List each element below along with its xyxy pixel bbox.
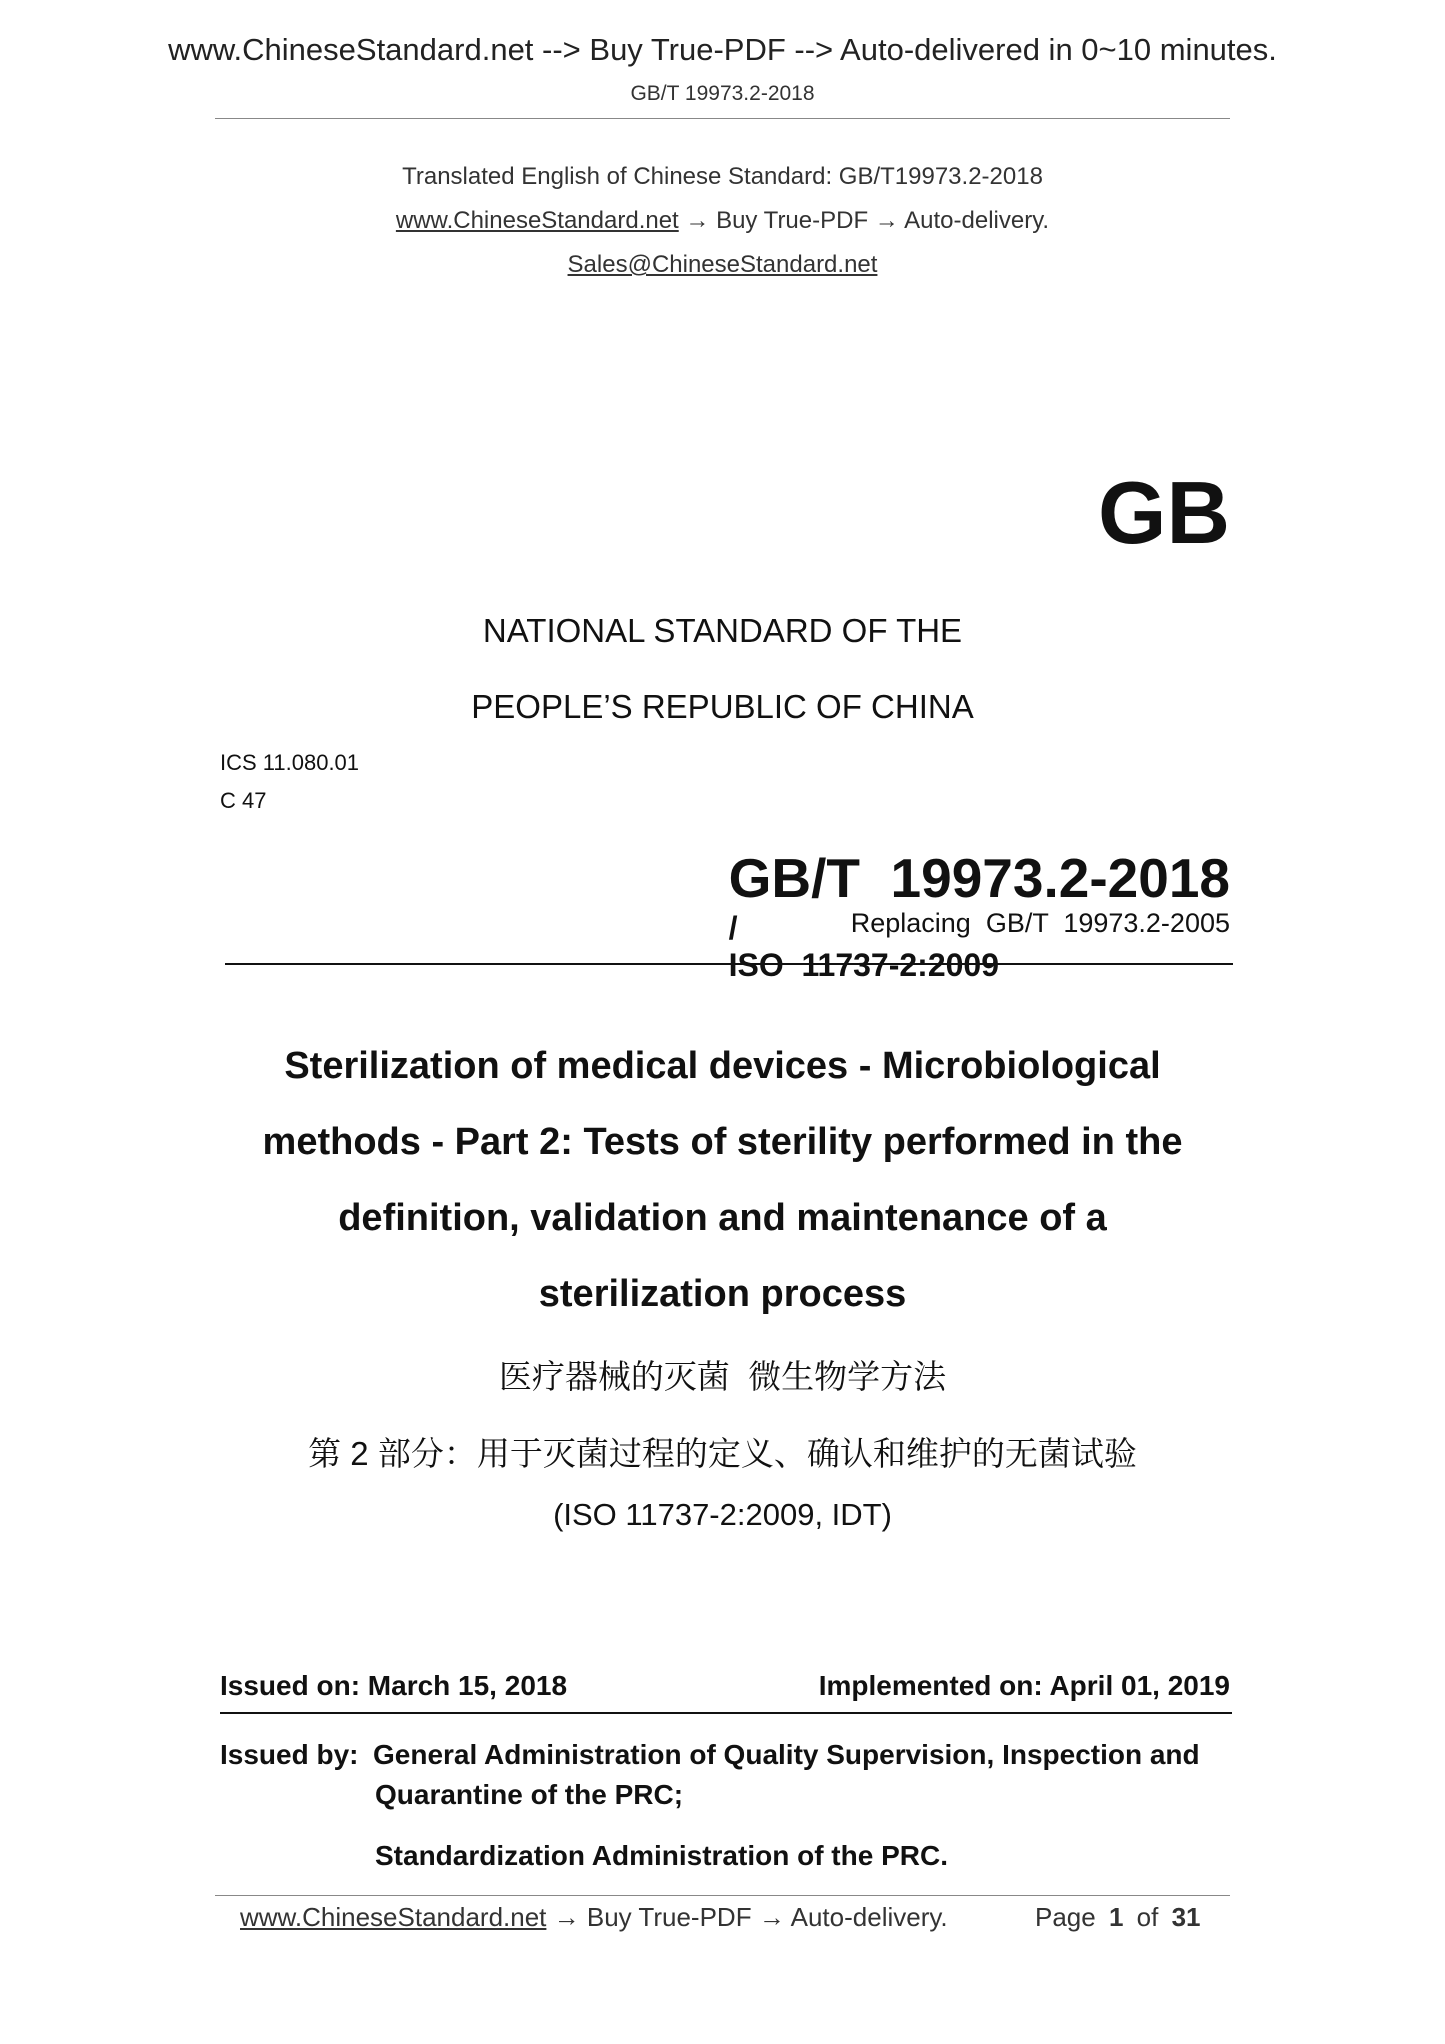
promo-delivery: Auto-delivery. bbox=[904, 207, 1050, 234]
promo-buy: Buy True-PDF bbox=[716, 207, 869, 234]
footer-delivery: Auto-delivery. bbox=[790, 1902, 948, 1932]
national-standard-line-2: PEOPLE’S REPUBLIC OF CHINA bbox=[471, 688, 974, 725]
promo-link[interactable]: www.ChineseStandard.net bbox=[395, 207, 679, 234]
header-divider bbox=[215, 118, 1230, 119]
footer-promo bbox=[240, 1902, 948, 1933]
title-divider bbox=[225, 963, 1233, 965]
sales-line bbox=[0, 251, 1445, 279]
slash-separator: / bbox=[728, 910, 738, 946]
issued-on: Issued on: March 15, 2018 bbox=[220, 1670, 568, 1701]
sales-email-link[interactable]: Sales@ChineseStandard.net bbox=[567, 251, 878, 278]
footer-link[interactable]: www.ChineseStandard.net bbox=[240, 1902, 547, 1932]
national-standard-line-1: NATIONAL STANDARD OF THE bbox=[482, 612, 963, 649]
arrow-right-icon: → bbox=[874, 207, 899, 234]
arrow-right-icon: → bbox=[553, 1902, 580, 1932]
running-header: GB/T 19973.2-2018 bbox=[630, 82, 815, 105]
page-label: Page bbox=[1035, 1902, 1096, 1932]
title-en-line-3: definition, validation and maintenance of a bbox=[338, 1197, 1107, 1239]
standard-number-line bbox=[720, 828, 1230, 984]
issued-by-line-3: Standardization Administration of the PRC. bbox=[375, 1840, 948, 1871]
translated-line: Translated English of Chinese Standard: GB/T19973.2-2018 bbox=[402, 163, 1043, 190]
issued-by-label: Issued by: bbox=[220, 1739, 359, 1770]
title-zh-line-2: 第 2 部分：用于灭菌过程的定义、确认和维护的无菌试验 bbox=[308, 1435, 1137, 1472]
idt-note: (ISO 11737-2:2009, IDT) bbox=[553, 1497, 892, 1532]
dates-divider bbox=[220, 1712, 1232, 1714]
title-zh-line-1: 医疗器械的灭菌 微生物学方法 bbox=[498, 1358, 947, 1395]
footer-divider bbox=[215, 1895, 1230, 1896]
title-en-line-1: Sterilization of medical devices - Microbiological bbox=[284, 1045, 1161, 1087]
gb-logo: GB bbox=[1098, 463, 1230, 562]
replacing-line: Replacing GB/T 19973.2-2005 bbox=[850, 908, 1230, 938]
top-banner: www.ChineseStandard.net --> Buy True-PDF --> Auto-delivered in 0~10 minutes. bbox=[168, 32, 1277, 67]
footer-buy: Buy True-PDF bbox=[586, 1902, 752, 1932]
promo-line bbox=[0, 207, 1445, 235]
iso-number: ISO 11737-2:2009 bbox=[728, 947, 999, 983]
standard-number: GB/T 19973.2-2018 bbox=[728, 847, 1230, 909]
title-en-line-4: sterilization process bbox=[538, 1273, 907, 1315]
issued-by-line-1: General Administration of Quality Supervision, Inspection and bbox=[373, 1739, 1200, 1770]
ics-code: ICS 11.080.01 bbox=[220, 750, 360, 775]
arrow-right-icon: → bbox=[685, 207, 710, 234]
ccs-code: C 47 bbox=[220, 788, 267, 813]
page-number: 1 bbox=[1108, 1902, 1124, 1932]
implemented-on: Implemented on: April 01, 2019 bbox=[818, 1670, 1230, 1701]
page-total: 31 bbox=[1171, 1902, 1201, 1932]
of-label: of bbox=[1136, 1902, 1159, 1932]
page-indicator bbox=[1035, 1902, 1201, 1933]
title-en-line-2: methods - Part 2: Tests of sterility performed in the bbox=[262, 1121, 1183, 1163]
arrow-right-icon: → bbox=[758, 1902, 785, 1932]
issued-by-line-2: Quarantine of the PRC; bbox=[375, 1779, 684, 1810]
